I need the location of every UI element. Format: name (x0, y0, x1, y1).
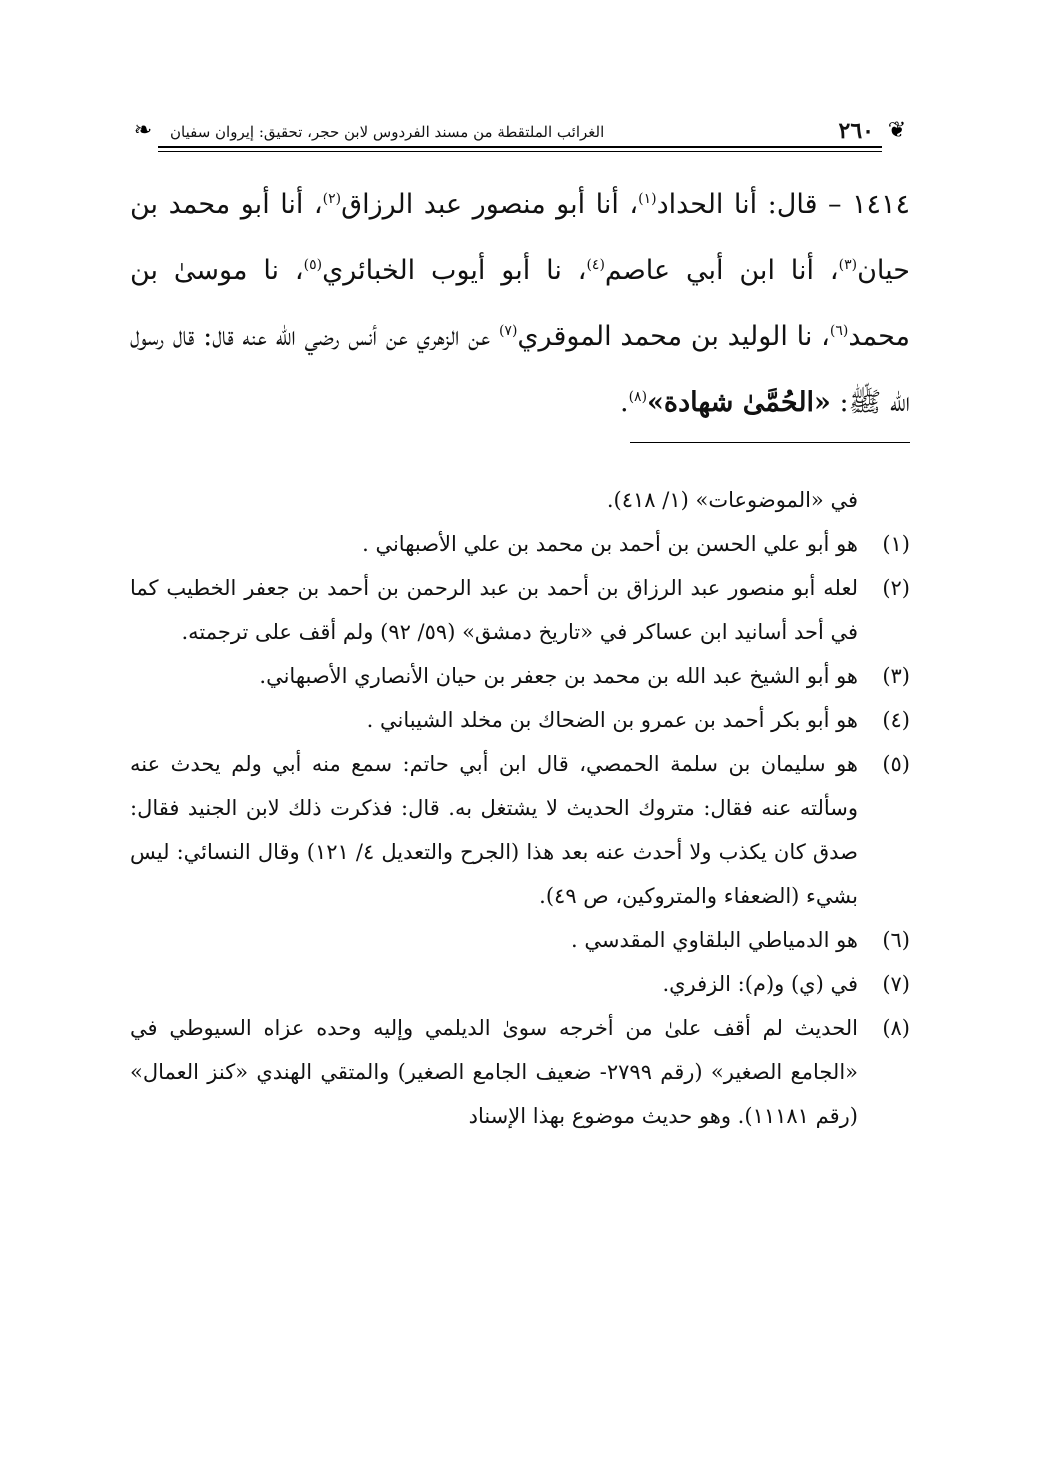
footnote-text: لعله أبو منصور عبد الرزاق بن أحمد بن عبد الرحمن بن أحمد بن جعفر الخطيب كما في أحد أسانيد ابن عساكر في «تاريخ دمشق» (٥٩/ ٩٢) ولم أقف على ترجمته. (130, 576, 858, 644)
footnote-number: (٣) (882, 664, 910, 688)
footnote-item (130, 1006, 910, 1138)
header-ornament-left-icon: ❧ (133, 118, 153, 143)
footnote-item (130, 566, 910, 654)
hadith-matn: «الحُمَّىٰ شهادة» (647, 387, 831, 418)
footnotes (130, 478, 910, 1138)
footnote-text: هو أبو بكر أحمد بن عمرو بن الضحاك بن مخلد الشيباني . (366, 708, 858, 732)
footnote-item (130, 962, 910, 1006)
footnote-ref: (٦) (829, 323, 849, 339)
footnote-number: (١) (882, 532, 910, 556)
running-title: الغرائب الملتقطة من مسند الفردوس لابن حجر، تحقيق: إيروان سفيان (170, 123, 605, 141)
footnote-ref: (٥) (303, 257, 323, 273)
footnote-text: في (ي) و(م): الزفري. (662, 972, 858, 996)
footnote-item (130, 742, 910, 918)
footnote-text: هو سليمان بن سلمة الحمصي، قال ابن أبي حاتم: سمع منه أبي ولم يحدث عنه وسألته عنه فقال: متروك الحديث لا يشتغل به. قال: فذكرت ذلك لابن الجنيد فقال: صدق كان يكذب ولا أحدث عنه بعد هذا (الجرح والتعديل ٤/ ١٢١) وقال النسائي: ليس بشيء (الضعفاء والمتروكين، ص ٤٩). (130, 752, 858, 908)
footnote-text: هو أبو الشيخ عبد الله بن محمد بن جعفر بن حيان الأنصاري الأصبهاني. (259, 664, 858, 688)
footnote-item (130, 522, 910, 566)
footnote-number: (٥) (882, 752, 910, 776)
footnote-continuation: في «الموضوعات» (١/ ٤١٨). (606, 488, 858, 512)
header-ornament-right-icon: ❦ (887, 118, 907, 143)
footnote-separator (630, 442, 910, 443)
footnote-ref: (٤) (586, 257, 605, 273)
footnote-text: الحديث لم أقف علىٰ من أخرجه سوىٰ الديلمي وإليه وحده عزاه السيوطي في «الجامع الصغير» (رقم ٢٧٩٩- ضعيف الجامع الصغير) والمتقي الهندي «كنز العمال» (رقم ١١١٨١). وهو حديث موضوع بهذا الإسناد (130, 1016, 858, 1128)
footnote-text: هو الدمياطي البلقاوي المقدسي . (571, 928, 858, 952)
footnote-ref: (٢) (322, 191, 342, 207)
footnote-number: (٦) (882, 928, 910, 952)
footnote-item (130, 698, 910, 742)
hadith-text (130, 172, 910, 436)
footnote-ref: (٧) (498, 323, 518, 339)
footnote-ref: (١) (638, 191, 657, 207)
footnote-ref: (٨) (628, 389, 648, 405)
header-rule-thin (158, 151, 882, 152)
footnote-number: (٢) (882, 576, 910, 600)
page-number: ٢٦٠ (838, 118, 874, 144)
footnote-number: (٧) (882, 972, 910, 996)
footnote-ref: (٣) (838, 257, 858, 273)
footnote-item (130, 654, 910, 698)
running-header (130, 112, 910, 152)
footnote-item (130, 918, 910, 962)
header-rule (158, 146, 882, 148)
hadith-paragraph: ١٤١٤ – قال: أنا الحداد$^{(١)}$، أنا أبو منصور عبد الرزاق$^{(٢)}$، أنا أبو محمد بن حيان$^{(٣)}$، أنا ابن أبي عاصم$^{(٤)}$، نا أبو أيوب الخبائري$^{(٥)}$، نا موسىٰ بن محمد$^{(٦)}$، نا الوليد بن محمد الموقري$^{(٧)}$ عن الزهري عن أنس رضي الله عنه قال: قال رسول الله ﷺ: «الحُمَّىٰ شهادة»$^{(٨)}$. (130, 189, 911, 418)
footnote-number: (٨) (882, 1016, 910, 1040)
footnote-number: (٤) (882, 708, 910, 732)
footnote-text: هو أبو علي الحسن بن أحمد بن محمد بن علي الأصبهاني . (362, 532, 858, 556)
